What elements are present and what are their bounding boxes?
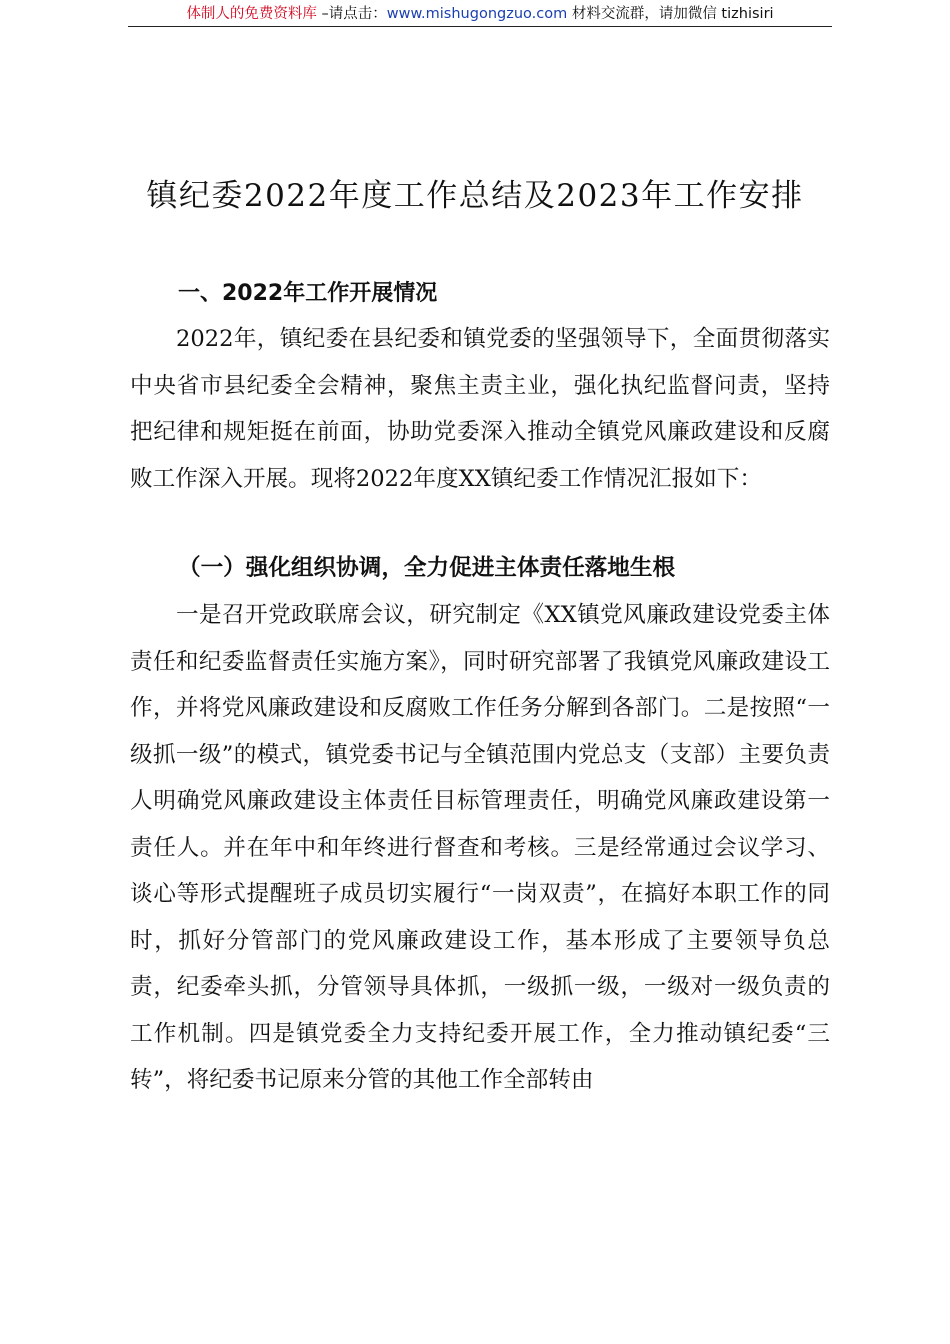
header-separator: –请点击： [316,6,387,22]
header-tail: 材料交流群，请加微信 tizhisiri [567,6,774,22]
header-url-link[interactable]: www.mishugongzuo.com [386,6,568,22]
header-brand: 体制人的免费资料库 [186,6,317,22]
paragraph-1: 2022年，镇纪委在县纪委和镇党委的坚强领导下，全面贯彻落实中央省市县纪委全会精神，聚焦主责主业，强化执纪监督问责，坚持把纪律和规矩挺在前面，协助党委深入推动全镇党风廉政建设和反腐败工作深入开展。现将2022年度XX镇纪委工作情况汇报如下： [130,326,830,492]
paragraph-2: 一是召开党政联席会议，研究制定《XX镇党风廉政建设党委主体责任和纪委监督责任实施方案》，同时研究部署了我镇党风廉政建设工作，并将党风廉政建设和反腐败工作任务分解到各部门。二是按照“一级抓一级”的模式，镇党委书记与全镇范围内党总支（支部）主要负责人明确党风廉政建设主体责任目标管理责任，明确党风廉政建设第一责任人。并在年中和年终进行督查和考核。三是经常通过会议学习、谈心等形式提醒班子成员切实履行“一岗双责”，在搞好本职工作的同时，抓好分管部门的党风廉政建设工作，基本形成了主要领导负总责，纪委牵头抓，分管领导具体抓，一级抓一级，一级对一级负责的工作机制。四是镇党委全力支持纪委开展工作，全力推动镇纪委“三转”，将纪委书记原来分管的其他工作全部转由 [130,602,830,1093]
subheading-1: （一）强化组织协调，全力促进主体责任落地生根 [178,555,676,581]
section-heading: 一、2022年工作开展情况 [178,281,438,306]
page-header [128,2,832,27]
document-title: 镇纪委2022年度工作总结及2023年工作安排 [146,178,804,214]
